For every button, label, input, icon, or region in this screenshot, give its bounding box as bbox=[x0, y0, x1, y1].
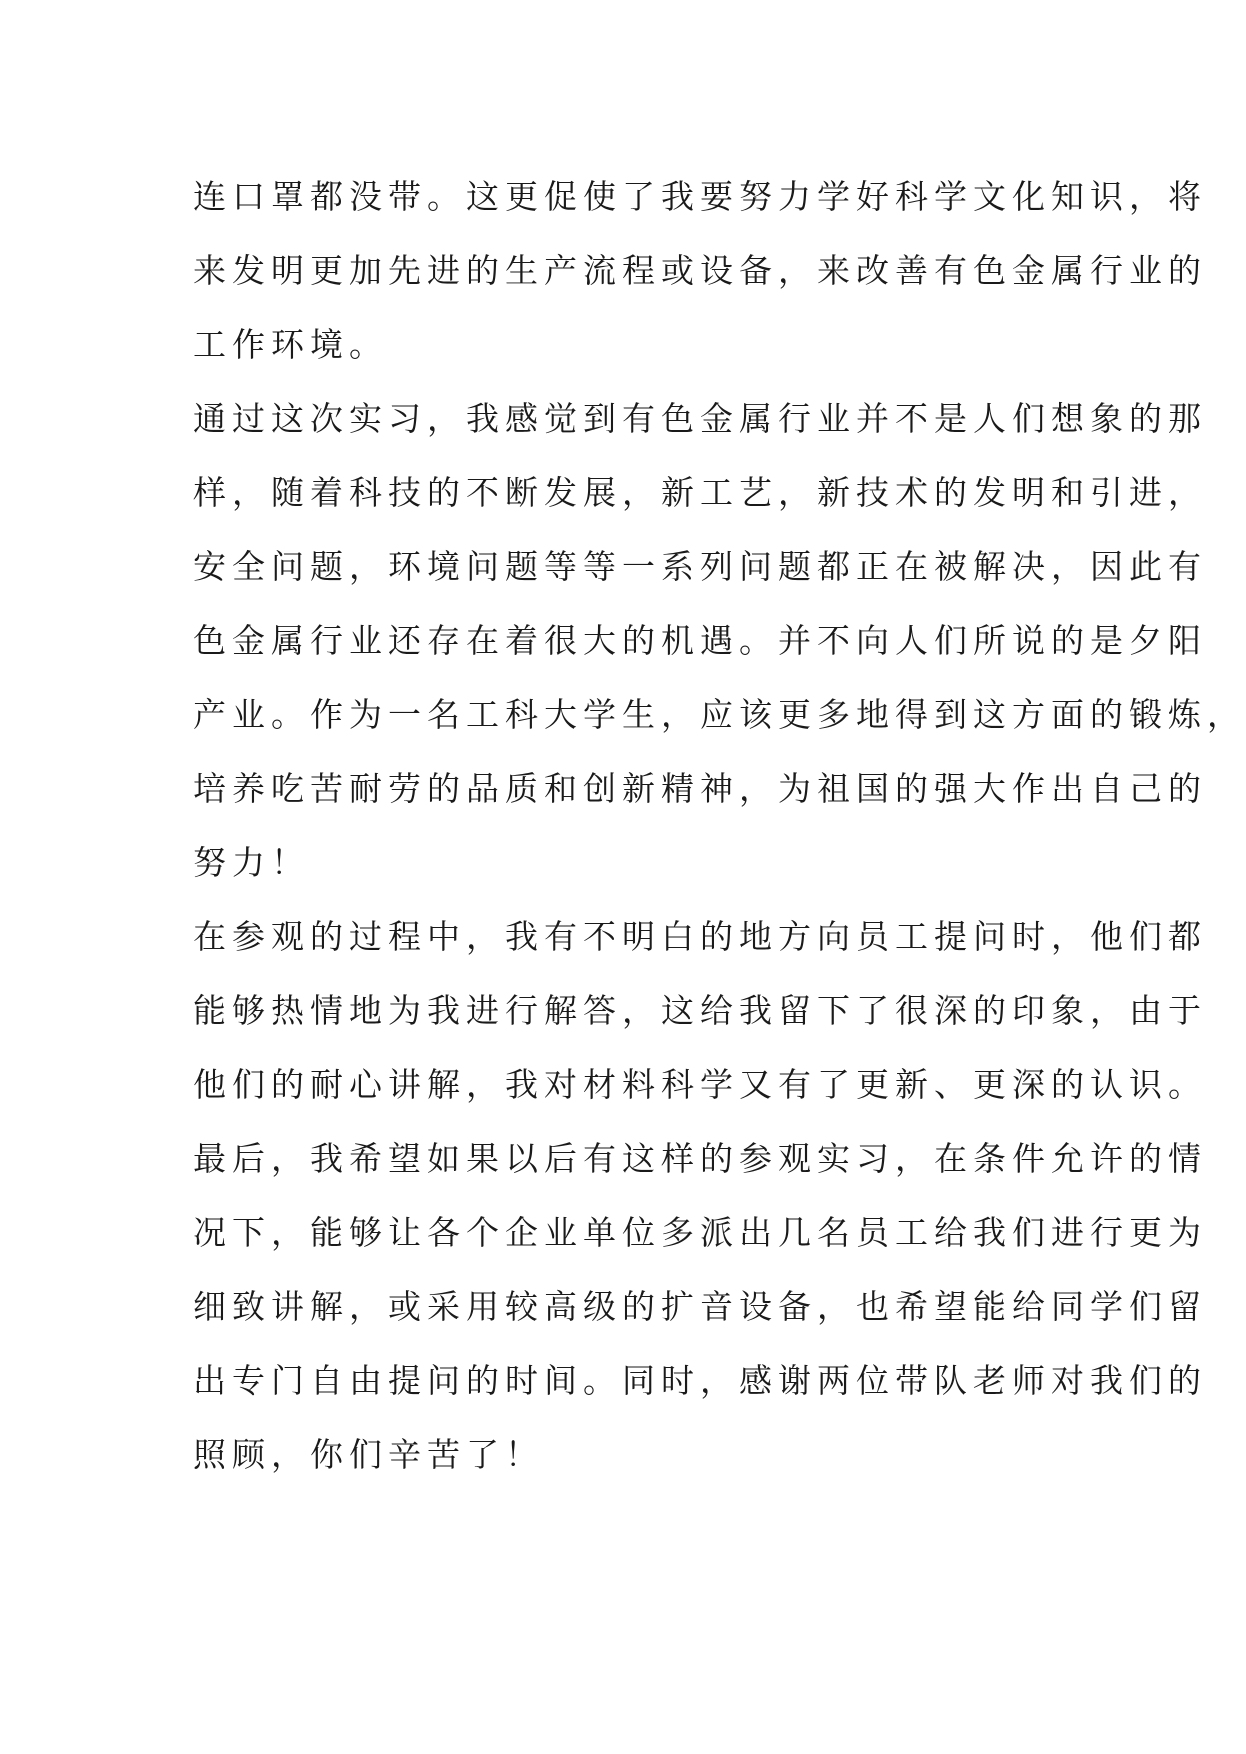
text-line: 来发明更加先进的生产流程或设备，来改善有色金属行业的 bbox=[193, 251, 1207, 290]
text-line: 工作环境。 bbox=[193, 325, 388, 364]
text-line: 努力！ bbox=[193, 843, 310, 882]
text-line: 通过这次实习，我感觉到有色金属行业并不是人们想象的那 bbox=[193, 399, 1207, 438]
text-line: 况下，能够让各个企业单位多派出几名员工给我们进行更为 bbox=[193, 1213, 1207, 1252]
text-line: 他们的耐心讲解，我对材料科学又有了更新、更深的认识。 bbox=[193, 1065, 1207, 1104]
text-line: 细致讲解，或采用较高级的扩音设备，也希望能给同学们留 bbox=[193, 1287, 1207, 1326]
text-line: 安全问题，环境问题等等一系列问题都正在被解决，因此有 bbox=[193, 547, 1207, 586]
text-line: 最后，我希望如果以后有这样的参观实习，在条件允许的情 bbox=[193, 1139, 1207, 1178]
text-line: 产业。作为一名工科大学生，应该更多地得到这方面的锻炼， bbox=[193, 695, 1246, 734]
text-line: 照顾，你们辛苦了！ bbox=[193, 1435, 544, 1474]
text-line: 能够热情地为我进行解答，这给我留下了很深的印象，由于 bbox=[193, 991, 1207, 1030]
text-line: 在参观的过程中，我有不明白的地方向员工提问时，他们都 bbox=[193, 917, 1207, 956]
text-line: 培养吃苦耐劳的品质和创新精神，为祖国的强大作出自己的 bbox=[193, 769, 1207, 808]
text-line: 样，随着科技的不断发展，新工艺，新技术的发明和引进， bbox=[193, 473, 1207, 512]
text-line: 出专门自由提问的时间。同时，感谢两位带队老师对我们的 bbox=[193, 1361, 1207, 1400]
document-body bbox=[193, 160, 1246, 1492]
text-line: 色金属行业还存在着很大的机遇。并不向人们所说的是夕阳 bbox=[193, 621, 1207, 660]
text-line: 连口罩都没带。这更促使了我要努力学好科学文化知识，将 bbox=[193, 177, 1207, 216]
